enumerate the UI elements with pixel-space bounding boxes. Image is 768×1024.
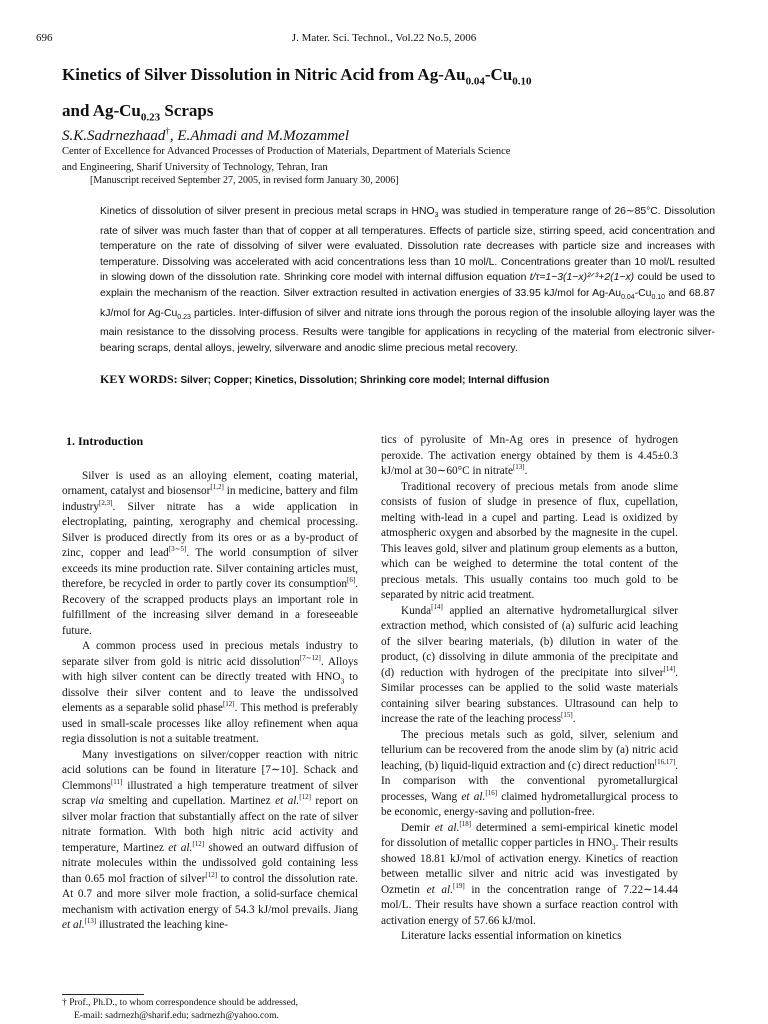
author-list: S.K.Sadrnezhaad†, E.Ahmadi and M.Mozammel (62, 126, 349, 144)
paragraph: Literature lacks essential information on kinetics (401, 930, 622, 942)
keywords: KEY WORDS: Silver; Copper; Kinetics, Dissolution; Shrinking core model; Internal diffusion (100, 372, 550, 386)
running-head (36, 32, 732, 48)
section-heading: 1. Introduction (66, 434, 144, 448)
footnote-rule (62, 994, 144, 995)
manuscript-dates: [Manuscript received September 27, 2005, in revised form January 30, 2006] (90, 175, 399, 186)
abstract: Kinetics of dissolution of silver present in precious metal scraps in $HNO_3$ was studied in temperature range of 26∼85°C. Dissolution rate of silver was much faster than that of copper at all temperatures. Effects of particle size, stirring speed, acid concentration and temperature on the rate of dissolving of silver were evaluated. Dissolution rate decreases with particle size and increases with temperature. Dissolving was accelerated with acid concentrations less than 10 mol/L. Concentrations greater than 10 mol/L resulted in slowing down of the dissolution rate. Shrinking core model with internal diffusion equation t/τ=1−3(1−x)²ᐟ³+2(1−x) could be used to explain the mechanism of the reaction. Silver extraction resulted in activation energies of 33.95 kJ/mol for $Ag-Au_{0.04}-Cu_{0.10}$ and 68.87 kJ/mol for $Ag-Cu_{0.23}$ particles. Inter-diffusion of silver and nitrate ions through the porous region of the insoluble alloying layer was the main resistance to the dissolving process. Results were tangible for applications in recycling of the material from electronic silver-bearing scraps, dental alloys, jewelry, silverware and anodic slime precious metal recovery. (100, 206, 715, 354)
paragraph: Kunda[14] applied an alternative hydrometallurgical silver extraction method, which consisted of (a) sulfuric acid leaching of the silver bearing materials, (b) dilution in water of the product, (c) dissolving in dilute ammonia of the precipitate and (d) reduction with hydrogen of the precipitate into silver[14]. Similar processes can be applied to the solid waste materials containing silver bearing substances. Ultrasound can help to increase the rate of the leaching process[15]. (381, 602, 678, 725)
paragraph: tics of pyrolusite of Mn-Ag ores in presence of hydrogen peroxide. The activation energy obtained by them is 4.45±0.3 kJ/mol at 30∼60°C in nitrate[13]. (381, 434, 678, 477)
paragraph: Traditional recovery of precious metals from anode slime consists of fusion of sludge in presence of flux, cupellation, melting with-lead in a cupel and parting. Lead is oxidized by atmospheric oxygen and absorbed by the magnesite in the cupel. This leaves gold, silver and platinum group elements as a button, which can be weighed to determine the total content of the precious metals. This usually contains too much gold to be separated by nitric acid treatment. (381, 480, 678, 601)
right-column (381, 433, 678, 945)
paragraph: Silver is used as an alloying element, coating material, ornament, catalyst and biosensor[1,2] in medicine, battery and film industry[2,3]. Silver nitrate has a wide application in electroplating, painting, xerography and chemical processing. Silver is produced directly from its ores or as a by-product of zinc, copper and lead[3∼5]. The world consumption of silver exceeds its mine production rate. Silver containing articles must, therefore, be recycled in order to partly cover its consumption[6]. Recovery of the scrapped products plays an important role in fulfillment of the increasing silver demand in a foreseeable future. (62, 469, 359, 637)
paragraph: Demir et al.[18] determined a semi-empirical kinetic model for dissolution of metallic copper particles in $HNO_3$. Their results showed 18.81 kJ/mol of activation energy. Kinetics of reaction between metallic silver and nitric acid was investigated by Ozmetin et al.[19] in the concentration range of 7.22∼14.44 mol/L. Their results have shown a surface reaction control with activation energy of 57.66 kJ/mol. (381, 819, 678, 927)
paragraph: A common process used in precious metals industry to separate silver from gold is nitric acid dissolution[7∼12]. Alloys with high silver content can be directly treated with $HNO_3$ to dissolve their silver content and to leave the undissolved elements as a separable solid phase[12]. This method is preferably used in small-scale processes like alloy refinement when aqua regia dissolution is not a suitable treatment. (62, 640, 358, 745)
paper-title: Kinetics of Silver Dissolution in Nitric Acid from $Ag-Au_{0.04}-Cu_{0.10}$ and $Ag-Cu_{0.23}$ Scraps (62, 65, 532, 124)
paragraph: Many investigations on silver/copper reaction with nitric acid solutions can be found in literature [7∼10]. Schack and Clemmons[11] illustrated a high temperature treatment of silver scrap via smelting and cupellation. Martinez et al.[12] report on silver molar fraction that substantially affect on the rate of silver nitrate formation. With both high nitric acid activity and temperature, Martinez et al.[12] showed an outward diffusion of nitrate molecules within the undissolved gold containing less than 0.65 mol fraction of silver[12] to control the dissolution rate. At 0.7 and more silver mole fraction, a solid-surface chemical mechanism with activation energy of 54.3 kJ/mol prevails. Jiang et al.[13] illustrated the leaching kine- (62, 748, 358, 931)
author-affiliation: Center of Excellence for Advanced Processes of Production of Materials, Department of Materials Science and Engineering, Sharif University of Technology, Tehran, Iran (62, 146, 511, 173)
footnote: † Prof., Ph.D., to whom correspondence should be addressed, E-mail: sadrnezh@sharif.edu; sadrnezh@yahoo.com. (62, 997, 299, 1021)
page-number: 696 (36, 32, 53, 44)
paragraph: The precious metals such as gold, silver, selenium and tellurium can be recovered from the anode slim by (a) nitric acid leaching, (b) liquid-liquid extraction and (c) direct reduction[16,17]. In comparison with the conventional pyrometallurgical processes, Wang et al.[16] claimed hydrometallurgical process to be economic, energy-saving and pollution-free. (381, 728, 678, 818)
left-column (62, 434, 358, 934)
journal-citation: J. Mater. Sci. Technol., Vol.22 No.5, 2006 (291, 32, 477, 44)
